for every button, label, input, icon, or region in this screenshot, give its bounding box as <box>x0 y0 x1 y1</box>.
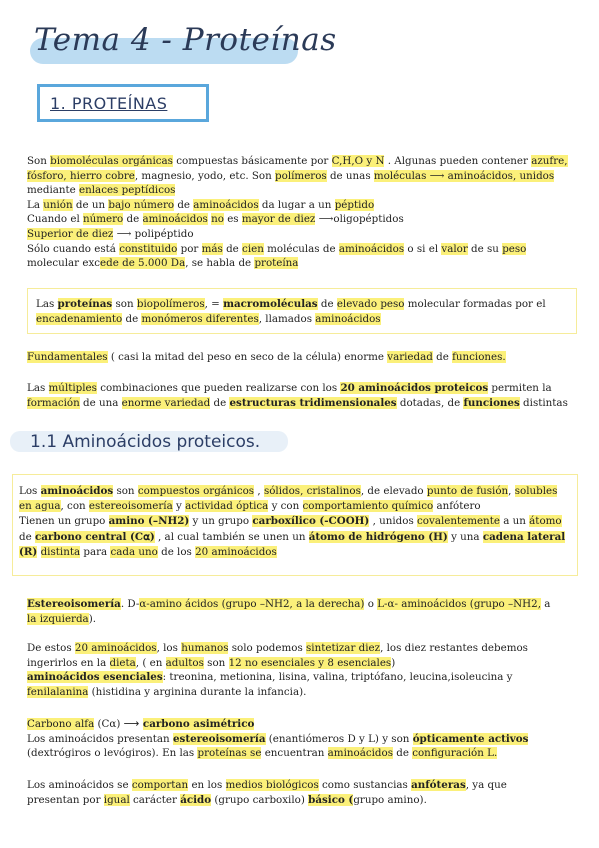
section-heading: 1. PROTEÍNAS <box>50 94 168 113</box>
amphoteric-paragraph: Los aminoácidos se comportan en los medios biológicos como sustancias anfóteras, ya que presentan por igual carácter ácido (grupo carboxilo) básico (grupo amino). <box>27 779 507 806</box>
definition-callout: Las proteínas son biopolímeros, = macromoléculas de elevado peso molecular formadas por el encadenamiento de monómeros diferentes, llamados aminoácidos <box>27 288 577 334</box>
essential-aminoacids-paragraph: De estos 20 aminoácidos, los humanos solo podemos sintetizar diez, los diez restantes debemos ingerirlos en la dieta, ( en adultos son 12 no esenciales y 8 esenciales) aminoácidos esenciales: treonina, metionina, lisina, valina, triptófano, leucina,isoleucina y fenilalanina (histidina y arginina durante la infancia). <box>27 642 528 698</box>
intro-paragraph: Son biomoléculas orgánicas compuestas básicamente por C,H,O y N . Algunas pueden contener azufre, fósforo, hierro cobre, magnesio, yodo, etc. Son polímeros de unas moléculas ⟶ aminoácidos, unidos mediante enlaces peptídicos La unión de un bajo número de aminoácidos da lugar a un péptido Cuando el número de aminoácidos no es mayor de diez ⟶oligopéptidos Superior de diez ⟶ polipéptido Sólo cuando está constituido por más de cien moléculas de aminoácidos o si el valor de su peso molecular excede de 5.000 Da, se habla de proteína <box>27 155 568 270</box>
section-heading-box <box>37 84 209 122</box>
stereoisomery-paragraph: Estereoisomería. D-α-amino ácidos (grupo –NH2, a la derecha) o L-α- aminoácidos (grupo –NH2, a la izquierda). <box>27 598 551 625</box>
functions-paragraph: Fundamentales ( casi la mitad del peso en seco de la célula) enorme variedad de funciones. <box>27 351 506 363</box>
alpha-carbon-paragraph: Carbono alfa (Cα) ⟶ carbono asimétrico Los aminoácidos presentan estereoisomería (enantiómeros D y L) y son ópticamente activos (dextrógiros o levógiros). En las proteínas se encuentran aminoácidos de configuración L. <box>27 717 529 760</box>
page-title: Tema 4 - Proteínas <box>34 22 337 58</box>
combinations-paragraph: Las múltiples combinaciones que pueden realizarse con los 20 aminoácidos proteicos permiten la formación de una enorme variedad de estructuras tridimensionales dotadas, de funciones distintas <box>27 382 568 409</box>
subsection-heading: 1.1 Aminoácidos proteicos. <box>30 432 261 452</box>
amino-acids-box: Los aminoácidos son compuestos orgánicos , sólidos, cristalinos, de elevado punto de fusión, solubles en agua, con estereoisomería y actividad óptica y con comportamiento químico anfótero Tienen un grupo amino (–NH2) y un grupo carboxílico (-COOH) , unidos covalentemente a un átomo de carbono central (C⍺) , al cual también se unen un átomo de hidrógeno (H) y una cadena lateral (R) distinta para cada uno de los 20 aminoácidos <box>12 474 578 576</box>
